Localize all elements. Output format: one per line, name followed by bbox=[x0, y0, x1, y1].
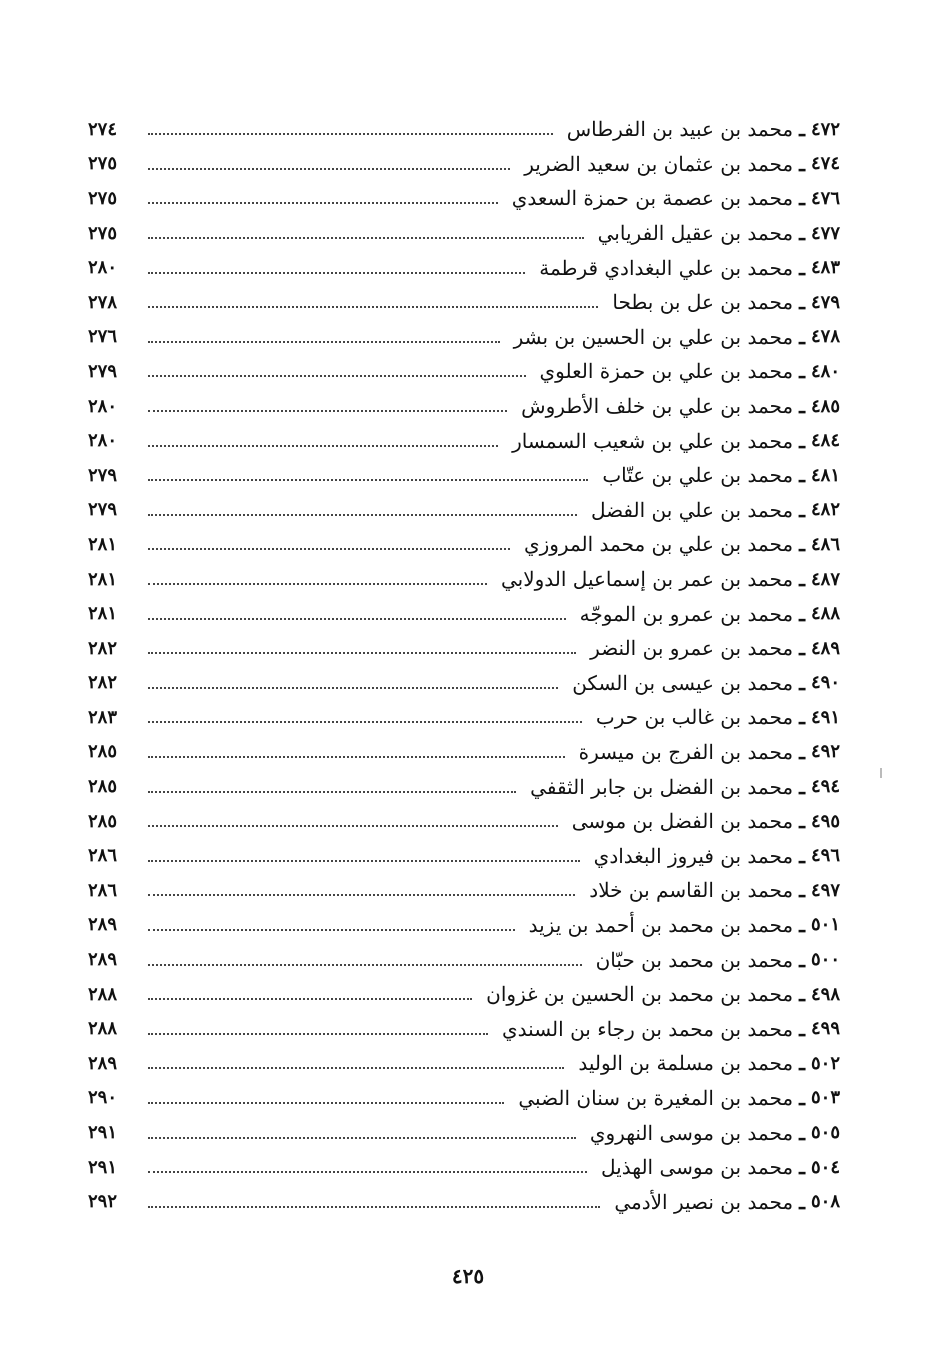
entry-number: ٤٨٨ bbox=[810, 603, 840, 625]
dot-leader bbox=[148, 1171, 587, 1173]
entry-text bbox=[594, 844, 840, 868]
entry-name: محمد بن نصير الأدمي bbox=[614, 1189, 794, 1214]
dot-leader bbox=[148, 479, 588, 481]
entry-text bbox=[539, 256, 840, 280]
entry-dash: ـ bbox=[799, 1085, 805, 1110]
index-entry-row bbox=[88, 1046, 840, 1081]
index-entry-row bbox=[88, 1011, 840, 1046]
entry-dash: ـ bbox=[799, 290, 805, 315]
entry-name: محمد بن الفرج بن ميسرة bbox=[578, 739, 794, 764]
entry-dash: ـ bbox=[799, 324, 805, 349]
entry-text bbox=[524, 152, 840, 176]
entry-page-number: ٢٧٥ bbox=[88, 222, 118, 244]
dot-leader bbox=[148, 860, 580, 862]
entry-name: محمد بن علي بن شعيب السمسار bbox=[512, 428, 794, 453]
index-entry-row bbox=[88, 596, 840, 631]
entry-number: ٤٩١ bbox=[810, 706, 840, 728]
index-entry-row bbox=[88, 804, 840, 839]
entry-name: محمد بن عيسى بن السكن bbox=[572, 670, 794, 695]
entry-name: محمد بن عمر بن إسماعيل الدولابي bbox=[501, 567, 794, 592]
entry-text bbox=[518, 1086, 840, 1110]
entry-number: ٤٩٦ bbox=[810, 845, 840, 867]
index-entry-row bbox=[88, 423, 840, 458]
entry-text bbox=[572, 671, 840, 695]
entry-text bbox=[512, 186, 840, 210]
index-entry-row bbox=[88, 631, 840, 666]
entry-page-number: ٢٧٩ bbox=[88, 360, 118, 382]
index-entry-row bbox=[88, 769, 840, 804]
index-entry-row bbox=[88, 838, 840, 873]
dot-leader bbox=[148, 237, 584, 239]
entry-number: ٤٩٨ bbox=[810, 983, 840, 1005]
dot-leader bbox=[148, 548, 510, 550]
entry-text bbox=[540, 359, 841, 383]
entry-dash: ـ bbox=[799, 1051, 805, 1076]
entry-dash: ـ bbox=[799, 1120, 805, 1145]
entry-number: ٥٠٣ bbox=[810, 1087, 840, 1109]
entry-name: محمد بن علي بن الفضل bbox=[590, 497, 794, 522]
entry-text bbox=[567, 117, 840, 141]
index-entry-row bbox=[88, 942, 840, 977]
entry-dash: ـ bbox=[799, 912, 805, 937]
entry-name: محمد بن عمرو بن الموجّه bbox=[579, 601, 794, 626]
entry-text bbox=[514, 325, 840, 349]
entry-page-number: ٢٧٥ bbox=[88, 187, 118, 209]
entry-page-number: ٢٧٥ bbox=[88, 153, 118, 175]
entry-text bbox=[524, 532, 840, 556]
entry-name: محمد بن علي بن حمزة العلوي bbox=[539, 359, 794, 384]
entry-text bbox=[602, 463, 840, 487]
entry-number: ٤٨١ bbox=[810, 464, 840, 486]
entry-text bbox=[486, 982, 840, 1006]
entry-text bbox=[589, 878, 840, 902]
entry-name: محمد بن محمد بن أحمد بن يزيد bbox=[528, 912, 794, 937]
entry-name: محمد بن علي بن خلف الأطروش bbox=[521, 394, 794, 419]
entry-name: محمد بن عمرو بن النضر bbox=[590, 636, 794, 661]
dot-leader bbox=[148, 687, 558, 689]
entry-number: ٤٨٣ bbox=[810, 257, 840, 279]
entry-dash: ـ bbox=[799, 394, 805, 419]
index-entry-row bbox=[88, 666, 840, 701]
dot-leader bbox=[148, 652, 576, 654]
entry-name: محمد بن محمد بن رجاء بن السندي bbox=[502, 1016, 794, 1041]
dot-leader bbox=[148, 964, 582, 966]
entry-text bbox=[598, 221, 840, 245]
entry-text bbox=[591, 498, 840, 522]
index-entry-row bbox=[88, 1115, 840, 1150]
entry-text bbox=[529, 913, 840, 937]
entry-dash: ـ bbox=[799, 636, 805, 661]
entry-page-number: ٢٨٣ bbox=[88, 706, 118, 728]
entry-name: محمد بن عصمة بن حمزة السعدي bbox=[511, 186, 794, 211]
dot-leader bbox=[148, 272, 525, 274]
index-entry-row bbox=[88, 354, 840, 389]
index-entry-row bbox=[88, 458, 840, 493]
index-entry-row bbox=[88, 181, 840, 216]
index-entry-row bbox=[88, 1184, 840, 1219]
entry-number: ٤٧٩ bbox=[810, 291, 840, 313]
index-entry-row bbox=[88, 250, 840, 285]
entry-name: محمد بن علي بن الحسين بن بشر bbox=[513, 324, 794, 349]
entry-name: محمد بن عل بن بطحا bbox=[612, 290, 794, 315]
entry-name: محمد بن عبيد بن الفرطاس bbox=[566, 117, 794, 142]
entry-page-number: ٢٨٠ bbox=[88, 430, 118, 452]
index-entry-row bbox=[88, 147, 840, 182]
entry-page-number: ٢٨٦ bbox=[88, 845, 118, 867]
dot-leader bbox=[148, 929, 515, 931]
entry-number: ٤٧٦ bbox=[810, 187, 840, 209]
entry-dash: ـ bbox=[799, 567, 805, 592]
entry-number: ٤٩٧ bbox=[810, 879, 840, 901]
dot-leader bbox=[148, 1137, 576, 1139]
entry-number: ٤٧٢ bbox=[810, 118, 840, 140]
entry-dash: ـ bbox=[799, 809, 805, 834]
entry-name: محمد بن الفضل بن جابر الثقفي bbox=[530, 774, 794, 799]
entry-text bbox=[590, 1121, 840, 1145]
entry-dash: ـ bbox=[799, 359, 805, 384]
entry-number: ٤٧٧ bbox=[810, 222, 840, 244]
entry-page-number: ٢٨٢ bbox=[88, 672, 118, 694]
entry-number: ٥٠٨ bbox=[810, 1191, 840, 1213]
index-entry-row bbox=[88, 493, 840, 528]
page-number: ٤٢٥ bbox=[451, 1264, 485, 1288]
entry-text bbox=[578, 1051, 840, 1075]
entry-page-number: ٢٧٨ bbox=[88, 291, 118, 313]
entry-dash: ـ bbox=[799, 1155, 805, 1180]
entry-text bbox=[512, 429, 840, 453]
entry-number: ٥٠٤ bbox=[810, 1156, 840, 1178]
entry-number: ٤٨٧ bbox=[810, 568, 840, 590]
entry-page-number: ٢٧٦ bbox=[88, 326, 118, 348]
entry-name: محمد بن غالب بن حرب bbox=[595, 705, 794, 730]
entry-page-number: ٢٨١ bbox=[88, 568, 118, 590]
entry-dash: ـ bbox=[799, 843, 805, 868]
index-entry-row bbox=[88, 389, 840, 424]
entry-name: محمد بن علي بن محمد المروزي bbox=[523, 532, 794, 557]
entry-page-number: ٢٨٨ bbox=[88, 1018, 118, 1040]
entry-number: ٤٨٥ bbox=[810, 395, 840, 417]
entry-name: محمد بن الفضل بن موسى bbox=[571, 809, 794, 834]
entry-name: محمد بن مسلمة بن الوليد bbox=[578, 1051, 794, 1076]
dot-leader bbox=[148, 583, 487, 585]
dot-leader bbox=[148, 791, 516, 793]
entry-name: محمد بن عثمان بن سعيد الضرير bbox=[524, 151, 794, 176]
entry-text bbox=[530, 775, 840, 799]
dot-leader bbox=[148, 1067, 564, 1069]
index-entry-row bbox=[88, 285, 840, 320]
scan-speck bbox=[880, 768, 882, 778]
entry-name: محمد بن علي بن عتّاب bbox=[602, 463, 794, 488]
entry-page-number: ٢٩٢ bbox=[88, 1191, 118, 1213]
index-entry-row bbox=[88, 873, 840, 908]
entry-text bbox=[579, 740, 840, 764]
dot-leader bbox=[148, 341, 500, 343]
dot-leader bbox=[148, 202, 498, 204]
index-entry-row bbox=[88, 527, 840, 562]
dot-leader bbox=[148, 445, 498, 447]
entry-page-number: ٢٩٠ bbox=[88, 1087, 118, 1109]
dot-leader bbox=[148, 618, 566, 620]
entry-number: ٥٠٥ bbox=[810, 1122, 840, 1144]
dot-leader bbox=[148, 756, 565, 758]
entry-name: محمد بن عقيل الفريابي bbox=[597, 221, 794, 246]
entry-page-number: ٢٨٠ bbox=[88, 395, 118, 417]
entry-number: ٤٩٩ bbox=[810, 1018, 840, 1040]
entry-page-number: ٢٧٩ bbox=[88, 464, 118, 486]
entry-number: ٤٩٢ bbox=[810, 741, 840, 763]
index-entry-row bbox=[88, 112, 840, 147]
entry-number: ٤٨٢ bbox=[810, 499, 840, 521]
entry-dash: ـ bbox=[799, 186, 805, 211]
dot-leader bbox=[148, 721, 582, 723]
entry-page-number: ٢٧٩ bbox=[88, 499, 118, 521]
entry-dash: ـ bbox=[799, 601, 805, 626]
entry-name: محمد بن محمد بن الحسين بن غزوان bbox=[486, 982, 794, 1007]
dot-leader bbox=[148, 133, 553, 135]
dot-leader bbox=[148, 998, 472, 1000]
entry-dash: ـ bbox=[799, 463, 805, 488]
entry-page-number: ٢٨٥ bbox=[88, 776, 118, 798]
index-list bbox=[88, 112, 840, 1219]
entry-page-number: ٢٨٩ bbox=[88, 1052, 118, 1074]
entry-dash: ـ bbox=[799, 774, 805, 799]
entry-name: محمد بن المغيرة بن سنان الضبي bbox=[518, 1085, 794, 1110]
dot-leader bbox=[148, 1033, 488, 1035]
entry-name: محمد بن القاسم بن خلاد bbox=[589, 878, 794, 903]
index-entry-row bbox=[88, 735, 840, 770]
entry-dash: ـ bbox=[799, 117, 805, 142]
index-entry-row bbox=[88, 562, 840, 597]
index-entry-row bbox=[88, 1150, 840, 1185]
dot-leader bbox=[148, 168, 510, 170]
entry-text bbox=[614, 1190, 840, 1214]
entry-page-number: ٢٩١ bbox=[88, 1122, 118, 1144]
dot-leader bbox=[148, 410, 507, 412]
entry-dash: ـ bbox=[799, 255, 805, 280]
entry-text bbox=[580, 602, 840, 626]
index-entry-row bbox=[88, 700, 840, 735]
entry-text bbox=[612, 290, 840, 314]
dot-leader bbox=[148, 375, 526, 377]
entry-text bbox=[521, 394, 840, 418]
entry-name: محمد بن موسى الهذيل bbox=[601, 1155, 794, 1180]
entry-name: محمد بن فيروز البغدادي bbox=[593, 843, 794, 868]
entry-page-number: ٢٨٢ bbox=[88, 637, 118, 659]
entry-text bbox=[590, 636, 840, 660]
entry-dash: ـ bbox=[799, 739, 805, 764]
entry-page-number: ٢٨٨ bbox=[88, 983, 118, 1005]
entry-page-number: ٢٨٩ bbox=[88, 949, 118, 971]
entry-dash: ـ bbox=[799, 151, 805, 176]
dot-leader bbox=[148, 1102, 504, 1104]
entry-page-number: ٢٨١ bbox=[88, 533, 118, 555]
entry-number: ٥٠١ bbox=[810, 914, 840, 936]
index-entry-row bbox=[88, 320, 840, 355]
entry-name: محمد بن محمد بن حبّان bbox=[595, 947, 794, 972]
entry-dash: ـ bbox=[799, 670, 805, 695]
entry-number: ٤٨٤ bbox=[810, 430, 840, 452]
entry-name: محمد بن علي البغدادي قرطمة bbox=[539, 255, 794, 280]
index-entry-row bbox=[88, 977, 840, 1012]
entry-dash: ـ bbox=[799, 1016, 805, 1041]
entry-text bbox=[501, 567, 840, 591]
entry-text bbox=[572, 809, 840, 833]
index-entry-row bbox=[88, 1081, 840, 1116]
entry-dash: ـ bbox=[799, 982, 805, 1007]
entry-dash: ـ bbox=[799, 878, 805, 903]
entry-number: ٤٧٤ bbox=[810, 153, 840, 175]
entry-page-number: ٢٨٥ bbox=[88, 810, 118, 832]
entry-page-number: ٢٨٦ bbox=[88, 879, 118, 901]
dot-leader bbox=[148, 825, 558, 827]
entry-dash: ـ bbox=[799, 1189, 805, 1214]
entry-name: محمد بن موسى النهروي bbox=[589, 1120, 794, 1145]
entry-page-number: ٢٨٩ bbox=[88, 914, 118, 936]
entry-page-number: ٢٨٠ bbox=[88, 257, 118, 279]
entry-dash: ـ bbox=[799, 532, 805, 557]
entry-number: ٥٠٢ bbox=[810, 1052, 840, 1074]
entry-dash: ـ bbox=[799, 428, 805, 453]
entry-number: ٤٩٤ bbox=[810, 776, 840, 798]
entry-text bbox=[596, 948, 840, 972]
entry-number: ٤٩٥ bbox=[810, 810, 840, 832]
index-entry-row bbox=[88, 216, 840, 251]
entry-number: ٤٨٩ bbox=[810, 637, 840, 659]
entry-number: ٤٩٠ bbox=[810, 672, 840, 694]
dot-leader bbox=[148, 514, 577, 516]
entry-dash: ـ bbox=[799, 497, 805, 522]
entry-text bbox=[502, 1017, 840, 1041]
entry-dash: ـ bbox=[799, 947, 805, 972]
entry-number: ٤٨٠ bbox=[810, 360, 840, 382]
entry-page-number: ٢٧٤ bbox=[88, 118, 118, 140]
entry-dash: ـ bbox=[799, 221, 805, 246]
entry-number: ٤٨٦ bbox=[810, 533, 840, 555]
entry-text bbox=[596, 705, 840, 729]
dot-leader bbox=[148, 894, 575, 896]
index-entry-row bbox=[88, 908, 840, 943]
entry-dash: ـ bbox=[799, 705, 805, 730]
entry-page-number: ٢٨٥ bbox=[88, 741, 118, 763]
entry-number: ٤٧٨ bbox=[810, 326, 840, 348]
entry-text bbox=[601, 1155, 840, 1179]
entry-page-number: ٢٩١ bbox=[88, 1156, 118, 1178]
entry-page-number: ٢٨١ bbox=[88, 603, 118, 625]
dot-leader bbox=[148, 306, 598, 308]
dot-leader bbox=[148, 1206, 600, 1208]
entry-number: ٥٠٠ bbox=[810, 949, 840, 971]
